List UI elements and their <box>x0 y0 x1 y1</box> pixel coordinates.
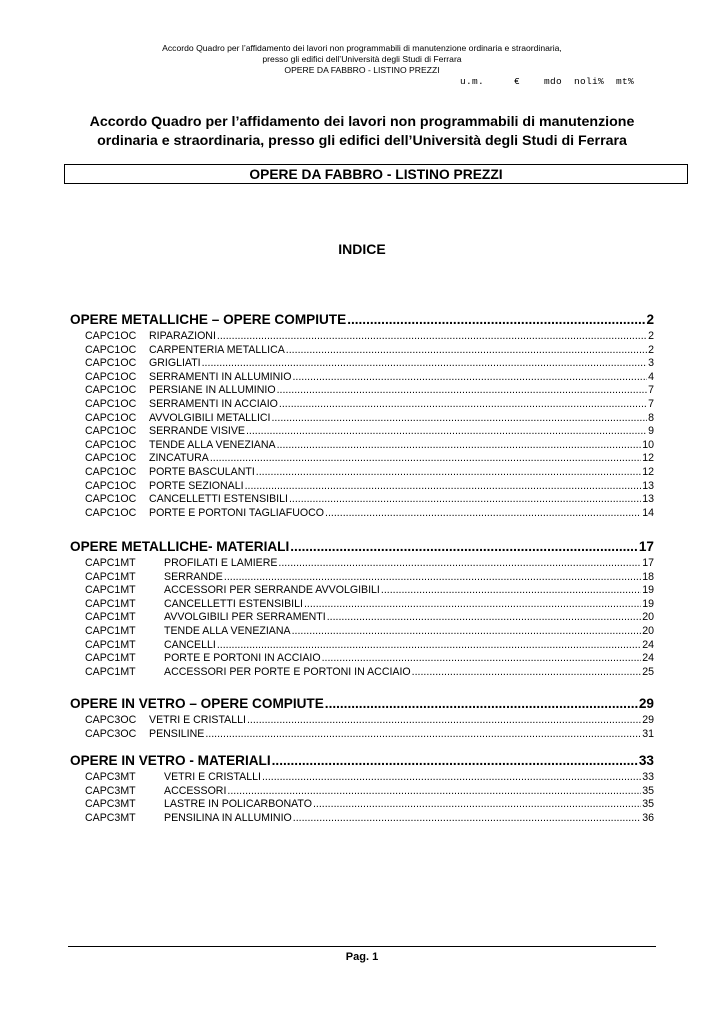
entry-page: 33 <box>642 771 654 783</box>
entry-page: 7 <box>648 384 654 397</box>
entry-page: 35 <box>642 798 654 811</box>
toc-entry[interactable] <box>70 557 654 571</box>
entry-label: ACCESSORI PER SERRANDE AVVOLGIBILI <box>164 584 380 597</box>
entry-label: SERRAMENTI IN ACCIAIO <box>149 397 278 410</box>
entry-page: 10 <box>642 438 654 451</box>
entry-page: 29 <box>642 714 654 726</box>
entry-code: CAPC1MT <box>85 557 136 569</box>
entry-code: CAPC1OC <box>85 411 137 424</box>
dot-leader <box>279 398 647 412</box>
entry-code: CAPC3MT <box>85 798 136 811</box>
dot-leader <box>271 412 647 426</box>
entry-code: CAPC1MT <box>85 665 136 678</box>
price-columns-header: u.m. € mdo noli% mt% <box>460 76 635 87</box>
toc-section-heading[interactable] <box>70 310 654 330</box>
running-header-line-3: OPERE DA FABBRO - LISTINO PREZZI <box>284 65 440 75</box>
entry-label: PENSILINA IN ALLUMINIO <box>164 811 292 824</box>
toc-section-title: OPERE IN VETRO - MATERIALI <box>70 753 271 768</box>
dot-leader <box>325 507 641 521</box>
toc-section-heading[interactable] <box>70 537 654 557</box>
entry-code: CAPC3MT <box>85 771 136 783</box>
toc-entry[interactable] <box>70 611 654 625</box>
toc-entry[interactable] <box>70 798 654 812</box>
entry-code: CAPC1MT <box>85 597 136 610</box>
entry-label: VETRI E CRISTALLI <box>149 714 246 726</box>
entry-label: PERSIANE IN ALLUMINIO <box>149 384 276 397</box>
entry-label: PORTE E PORTONI TAGLIAFUOCO <box>149 506 325 519</box>
entry-code: CAPC1MT <box>85 570 136 583</box>
entry-page: 12 <box>642 465 654 478</box>
toc-entry[interactable] <box>70 330 654 344</box>
entry-page: 24 <box>642 652 654 665</box>
entry-page: 2 <box>648 330 654 342</box>
entry-code: CAPC1OC <box>85 493 137 506</box>
entry-page: 17 <box>642 557 654 569</box>
dot-leader <box>256 466 641 480</box>
entry-code: CAPC1OC <box>85 425 137 438</box>
dot-leader <box>247 714 641 728</box>
entry-label: TENDE ALLA VENEZIANA <box>149 438 276 451</box>
entry-label: PORTE SEZIONALI <box>149 479 244 492</box>
entry-code: CAPC1OC <box>85 370 137 383</box>
dot-leader <box>290 537 638 557</box>
dot-leader <box>327 611 642 625</box>
entry-label: ZINCATURA <box>149 452 209 465</box>
toc-entry[interactable] <box>70 412 654 426</box>
toc-entry[interactable] <box>70 652 654 666</box>
toc-entry[interactable] <box>70 344 654 358</box>
dot-leader <box>277 384 648 398</box>
entry-page: 35 <box>642 784 654 797</box>
toc-entry[interactable] <box>70 584 654 598</box>
document-title-line-2: ordinaria e straordinaria, presso gli edifici dell’Università degli Studi di Ferrara <box>97 133 627 149</box>
toc-entry[interactable] <box>70 425 654 439</box>
entry-code: CAPC1MT <box>85 652 136 665</box>
dot-leader <box>293 812 641 826</box>
entry-page: 24 <box>642 638 654 651</box>
toc-section-title: OPERE IN VETRO – OPERE COMPIUTE <box>70 696 324 711</box>
entry-page: 4 <box>648 370 654 383</box>
toc-section-page: 29 <box>638 696 654 711</box>
dot-leader <box>286 344 647 358</box>
entry-label: SERRAMENTI IN ALLUMINIO <box>149 370 292 383</box>
entry-page: 19 <box>642 584 654 597</box>
entry-label: CANCELLETTI ESTENSIBILI <box>164 597 303 610</box>
entry-label: LASTRE IN POLICARBONATO <box>164 798 312 811</box>
entry-label: AVVOLGIBILI PER SERRAMENTI <box>164 611 326 624</box>
toc-entry[interactable] <box>70 480 654 494</box>
entry-code: CAPC1OC <box>85 438 137 451</box>
running-header-line-2: presso gli edifici dell’Università degli Studi di Ferrara <box>262 54 462 64</box>
entry-code: CAPC1OC <box>85 397 137 410</box>
entry-page: 25 <box>642 665 654 678</box>
dot-leader <box>325 694 638 714</box>
entry-page: 31 <box>642 727 654 740</box>
dot-leader <box>292 371 647 385</box>
dot-leader <box>262 771 641 785</box>
entry-code: CAPC3MT <box>85 784 136 797</box>
entry-code: CAPC1MT <box>85 611 136 624</box>
toc-entry[interactable] <box>70 571 654 585</box>
toc-entry[interactable] <box>70 439 654 453</box>
entry-page: 20 <box>642 611 654 624</box>
toc-entry[interactable] <box>70 639 654 653</box>
entry-page: 12 <box>642 452 654 465</box>
entry-label: GRIGLIATI <box>149 357 201 370</box>
toc-entry[interactable] <box>70 384 654 398</box>
dot-leader <box>245 480 642 494</box>
entry-code: CAPC1OC <box>85 357 137 370</box>
dot-leader <box>210 452 641 466</box>
entry-label: VETRI E CRISTALLI <box>164 771 261 783</box>
entry-label: TENDE ALLA VENEZIANA <box>164 624 291 637</box>
toc-entry[interactable] <box>70 493 654 507</box>
toc-section <box>70 751 654 825</box>
dot-leader <box>322 652 642 666</box>
entry-label: SERRANDE <box>164 570 223 583</box>
toc-entry[interactable] <box>70 625 654 639</box>
entry-code: CAPC1OC <box>85 452 137 465</box>
dot-leader <box>278 557 641 571</box>
entry-code: CAPC1OC <box>85 384 137 397</box>
entry-label: ACCESSORI <box>164 784 227 797</box>
entry-page: 36 <box>642 811 654 824</box>
entry-page: 20 <box>642 624 654 637</box>
page-number: Pag. 1 <box>345 951 379 963</box>
entry-code: CAPC1MT <box>85 584 136 597</box>
toc-entry[interactable] <box>70 785 654 799</box>
entry-code: CAPC3OC <box>85 727 137 740</box>
toc-entry[interactable] <box>70 771 654 785</box>
entry-page: 9 <box>648 425 654 438</box>
dot-leader <box>289 493 641 507</box>
toc-entry[interactable] <box>70 728 654 742</box>
entry-label: PROFILATI E LAMIERE <box>164 557 278 569</box>
entry-page: 3 <box>648 357 654 370</box>
entry-code: CAPC1OC <box>85 479 137 492</box>
toc-entry[interactable] <box>70 507 654 521</box>
entry-page: 7 <box>648 397 654 410</box>
entry-code: CAPC1MT <box>85 624 136 637</box>
entry-label: CANCELLETTI ESTENSIBILI <box>149 493 288 506</box>
toc-entry[interactable] <box>70 452 654 466</box>
entry-label: PORTE E PORTONI IN ACCIAIO <box>164 652 321 665</box>
index-heading: INDICE <box>338 241 386 257</box>
dot-leader <box>304 598 641 612</box>
entry-label: RIPARAZIONI <box>149 330 216 342</box>
toc-section-page: 17 <box>638 539 654 554</box>
dot-leader <box>217 330 647 344</box>
dot-leader <box>381 584 641 598</box>
dot-leader <box>205 728 641 742</box>
entry-code: CAPC3OC <box>85 714 137 726</box>
toc-section <box>70 694 654 741</box>
entry-label: SERRANDE VISIVE <box>149 425 245 438</box>
toc-section-title: OPERE METALLICHE – OPERE COMPIUTE <box>70 312 347 327</box>
toc-entry[interactable] <box>70 812 654 826</box>
toc-entry[interactable] <box>70 398 654 412</box>
toc-entry[interactable] <box>70 714 654 728</box>
dot-leader <box>227 785 641 799</box>
toc-entry[interactable] <box>70 357 654 371</box>
toc-section-heading[interactable] <box>70 751 654 771</box>
dot-leader <box>277 439 642 453</box>
entry-label: CARPENTERIA METALLICA <box>149 343 285 356</box>
entry-label: ACCESSORI PER PORTE E PORTONI IN ACCIAIO <box>164 665 411 678</box>
entry-page: 13 <box>642 479 654 492</box>
document-title-line-1: Accordo Quadro per l’affidamento dei lavori non programmabili di manutenzione <box>89 114 635 130</box>
footer-rule <box>68 946 656 947</box>
toc-section <box>70 537 654 679</box>
entry-code: CAPC1OC <box>85 343 137 356</box>
toc-entry[interactable] <box>70 666 654 680</box>
toc-entry[interactable] <box>70 598 654 612</box>
dot-leader <box>202 357 647 371</box>
document-title <box>40 113 684 151</box>
dot-leader <box>412 666 642 680</box>
toc-entry[interactable] <box>70 371 654 385</box>
entry-label: PENSILINE <box>149 727 205 740</box>
entry-page: 8 <box>648 411 654 424</box>
entry-code: CAPC1OC <box>85 465 137 478</box>
toc-section-page: 33 <box>638 753 654 768</box>
dot-leader <box>272 751 638 771</box>
dot-leader <box>347 310 645 330</box>
entry-label: PORTE BASCULANTI <box>149 465 255 478</box>
dot-leader <box>246 425 647 439</box>
entry-page: 13 <box>642 493 654 506</box>
toc-section-page: 2 <box>646 312 654 327</box>
running-header-line-1: Accordo Quadro per l’affidamento dei lavori non programmabili di manutenzione ordinaria e straordinaria, <box>162 43 562 53</box>
toc-section-title: OPERE METALLICHE- MATERIALI <box>70 539 290 554</box>
entry-code: CAPC3MT <box>85 811 136 824</box>
boxed-subtitle: OPERE DA FABBRO - LISTINO PREZZI <box>64 164 688 184</box>
entry-label: CANCELLI <box>164 638 216 651</box>
entry-page: 14 <box>642 506 654 519</box>
entry-page: 18 <box>642 570 654 583</box>
dot-leader <box>224 571 641 585</box>
entry-code: CAPC1OC <box>85 506 137 519</box>
entry-code: CAPC1OC <box>85 330 137 342</box>
dot-leader <box>217 639 641 653</box>
entry-page: 19 <box>642 597 654 610</box>
entry-page: 2 <box>648 343 654 356</box>
toc-section <box>70 310 654 520</box>
entry-label: AVVOLGIBILI METALLICI <box>149 411 271 424</box>
toc-section-heading[interactable] <box>70 694 654 714</box>
entry-code: CAPC1MT <box>85 638 136 651</box>
dot-leader <box>292 625 642 639</box>
toc-entry[interactable] <box>70 466 654 480</box>
dot-leader <box>313 798 641 812</box>
